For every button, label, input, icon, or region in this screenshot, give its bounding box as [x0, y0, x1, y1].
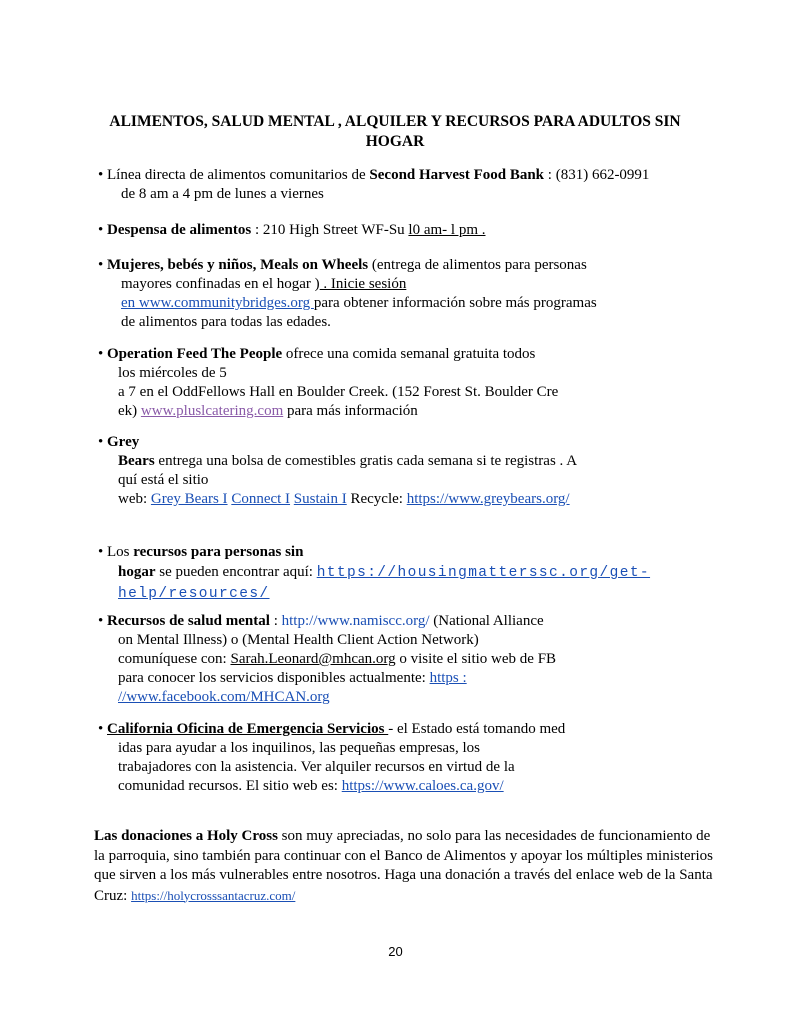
facebook-link[interactable]: https : — [429, 670, 467, 686]
list-item-caloes: • California Oficina de Emergencia Servicios - el Estado está tomando med idas para ayudar a los inquilinos, las pequeñas empresas, los trabajadores con la asistencia. Ver alquiler recursos en virtud de la comunidad recursos. El sitio web es: https://www.caloes.ca.gov/ — [98, 721, 566, 794]
list-item-meals-on-wheels: • Mujeres, bebés y niños, Meals on Wheels (entrega de alimentos para personas mayores confinadas en el hogar ) . Inicie sesión en www.communitybridges.org para obtener información sobre más programas de alimentos para todas las edades. — [98, 257, 597, 330]
bullet: • — [98, 257, 104, 273]
page-number: 20 — [388, 944, 403, 959]
facebook-link-cont[interactable]: //www.facebook.com/MHCAN.org — [118, 689, 330, 705]
login-link[interactable]: . Inicie sesión — [319, 276, 407, 292]
namiscc-link[interactable]: http://www.namiscc.org/ — [281, 613, 430, 629]
housingmatters-link[interactable]: https://housingmatterssc.org/get- — [316, 565, 651, 581]
holycross-link[interactable]: https://holycrosssantacruz.com/ — [131, 887, 296, 903]
list-item-feed-the-people: • Operation Feed The People ofrece una comida semanal gratuita todos los miércoles de 5 a 7 en el OddFellows Hall en Boulder Creek. (152 Forest St. Boulder Cre ek) www.pluslcatering.com para más información — [98, 346, 559, 419]
list-item-second-harvest: • Línea directa de alimentos comunitarios de Second Harvest Food Bank : (831) 662-0991 de 8 am a 4 pm de lunes a viernes — [98, 167, 650, 202]
list-item-grey-bears: • Grey Bears entrega una bolsa de comestibles gratis cada semana si te registras . A quí está el sitio web: Grey Bears I Connect I Sustain I Recycle: https://www.greybears.org/ — [98, 434, 578, 507]
page-title: ALIMENTOS, SALUD MENTAL , ALQUILER Y RECURSOS PARA ADULTOS SIN HOGAR — [109, 113, 681, 150]
sustain-link[interactable]: Sustain I — [293, 491, 347, 507]
greybears-url-link[interactable]: https://www.greybears.org/ — [406, 491, 570, 507]
grey-bears-link[interactable]: Grey Bears I — [150, 491, 228, 507]
housingmatters-link-cont[interactable]: help/resources/ — [118, 586, 270, 602]
caloes-link[interactable]: https://www.caloes.ca.gov/ — [341, 778, 504, 794]
hotline-phone: : (831) 662-0991 — [544, 167, 650, 183]
communitybridges-link[interactable]: en www.communitybridges.org — [121, 295, 314, 311]
bullet: • — [98, 167, 104, 183]
second-harvest-name: Second Harvest Food Bank — [369, 167, 545, 183]
bullet: • — [98, 544, 104, 560]
list-item-despensa: • Despensa de alimentos : 210 High Street WF-Su l0 am- l pm . — [98, 222, 486, 238]
pluslcatering-link[interactable]: www.pluslcatering.com — [140, 403, 284, 419]
hotline-hours: de 8 am a 4 pm de lunes a viernes — [121, 186, 324, 202]
list-item-housing: • Los recursos para personas sin hogar se pueden encontrar aquí: https://housingmatterssc.org/get- help/resources/ — [98, 544, 651, 602]
list-item-mental-health: • Recursos de salud mental : http://www.namiscc.org/ (National Alliance on Mental Illness) o (Mental Health Client Action Network) comuníquese con: Sarah.Leonard@mhcan.org o visite el sitio web de FB para conocer los servicios disponibles actualmente: https : //www.facebook.com/MHCAN.org — [98, 613, 557, 705]
connect-link[interactable]: Connect I — [231, 491, 291, 507]
bullet: • — [98, 346, 104, 362]
despensa-hours: l0 am- l pm . — [408, 222, 486, 238]
bullet: • — [98, 222, 104, 238]
donation-paragraph: Las donaciones a Holy Cross son muy apreciadas, no solo para las necesidades de funcionamiento de la parroquia, sino también para continuar con el Banco de Alimentos y apoyar los múltiples ministerios que sirven a los más vulnerables entre nosotros. Haga una donación a través del enlace web de la Santa Cruz: https://holycrosssantacruz.com/ — [94, 828, 714, 904]
email-link[interactable]: Sarah.Leonard@mhcan.org — [230, 651, 396, 667]
caloes-name: California Oficina de Emergencia Servicios — [107, 721, 389, 737]
bullet: • — [98, 434, 104, 450]
bullet: • — [98, 721, 104, 737]
bullet: • — [98, 613, 104, 629]
